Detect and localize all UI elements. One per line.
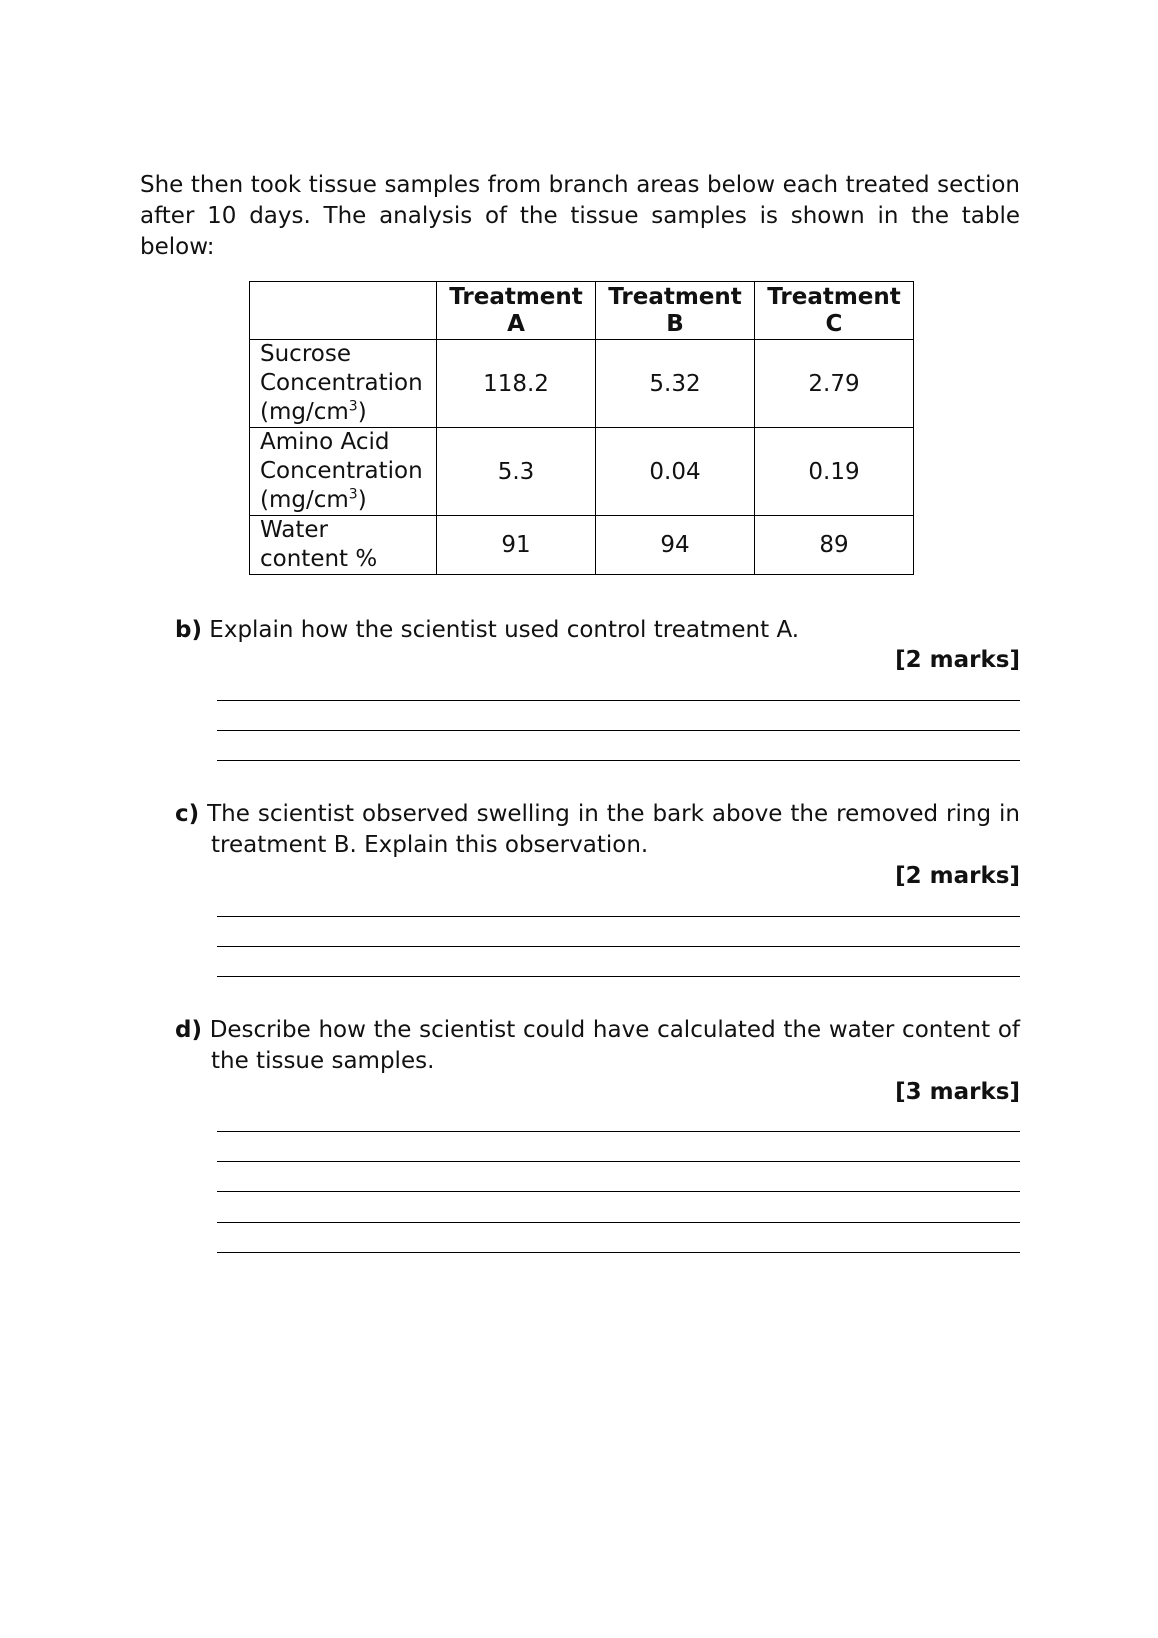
answer-line[interactable] <box>217 1191 1020 1192</box>
intro-paragraph: She then took tissue samples from branch areas below each treated section after 10 days. The analysis of the tissue samples is shown in the table below: <box>140 172 1020 260</box>
question-d-text <box>175 1015 1020 1077</box>
header-letter: B <box>666 310 684 337</box>
question-c <box>175 799 1020 891</box>
answer-line[interactable] <box>217 1161 1020 1162</box>
row-label-amino-acid <box>250 428 437 516</box>
header-letter: A <box>507 310 525 337</box>
answer-line[interactable] <box>217 700 1020 701</box>
answer-line[interactable] <box>217 760 1020 761</box>
header-line: Treatment <box>449 283 583 310</box>
header-line: Treatment <box>608 283 742 310</box>
answer-line[interactable] <box>217 976 1020 977</box>
header-letter: C <box>825 310 843 337</box>
header-treatment-a <box>437 282 596 340</box>
marks-label: [3 marks] <box>895 1079 1020 1105</box>
cell-water-c: 89 <box>755 516 914 575</box>
table-header-row <box>250 282 914 340</box>
cell-sucrose-b: 5.32 <box>596 340 755 428</box>
row-label-water <box>250 516 437 575</box>
cell-sucrose-c: 2.79 <box>755 340 914 428</box>
question-letter: d) <box>175 1017 202 1043</box>
answer-line[interactable] <box>217 1222 1020 1223</box>
cell-amino-a: 5.3 <box>437 428 596 516</box>
answer-line[interactable] <box>217 730 1020 731</box>
cell-sucrose-a: 118.2 <box>437 340 596 428</box>
marks-label: [2 marks] <box>895 863 1020 889</box>
question-d <box>175 1015 1020 1107</box>
row-label-line: Sucrose <box>260 341 351 367</box>
row-label-sucrose <box>250 340 437 428</box>
header-treatment-c <box>755 282 914 340</box>
unit-close: ) <box>357 399 367 425</box>
question-body: Explain how the scientist used control treatment A. <box>209 617 800 643</box>
row-label-line: Amino Acid <box>260 429 390 455</box>
marks-label: [2 marks] <box>895 647 1020 673</box>
question-body: The scientist observed swelling in the bark above the removed ring in treatment B. Explain this observation. <box>207 801 1020 858</box>
row-label-line: Concentration <box>260 458 423 484</box>
row-label-line: Concentration <box>260 370 423 396</box>
row-label-line: Water <box>260 517 328 543</box>
cell-amino-c: 0.19 <box>755 428 914 516</box>
table-row-sucrose <box>250 340 914 428</box>
row-label-line: content % <box>260 546 378 572</box>
question-letter: b) <box>175 617 202 643</box>
unit-close: ) <box>357 487 367 513</box>
table-row-water <box>250 516 914 575</box>
answer-line[interactable] <box>217 916 1020 917</box>
answer-line[interactable] <box>217 1252 1020 1253</box>
table-corner-cell <box>250 282 437 340</box>
unit-superscript: 3 <box>348 398 358 415</box>
cell-amino-b: 0.04 <box>596 428 755 516</box>
header-treatment-b <box>596 282 755 340</box>
row-label-unit <box>260 398 436 427</box>
question-b-text <box>175 615 1020 646</box>
unit-superscript: 3 <box>348 486 358 503</box>
table-row-amino-acid <box>250 428 914 516</box>
question-body: Describe how the scientist could have calculated the water content of the tissue samples. <box>209 1017 1020 1074</box>
question-letter: c) <box>175 801 200 827</box>
unit-text: (mg/cm <box>260 399 349 425</box>
question-c-text <box>175 799 1020 861</box>
unit-text: (mg/cm <box>260 487 349 513</box>
answer-line[interactable] <box>217 946 1020 947</box>
answer-line[interactable] <box>217 1131 1020 1132</box>
cell-water-b: 94 <box>596 516 755 575</box>
question-b <box>175 615 1020 675</box>
header-line: Treatment <box>767 283 901 310</box>
row-label-unit <box>260 486 436 515</box>
results-table <box>249 281 914 575</box>
cell-water-a: 91 <box>437 516 596 575</box>
